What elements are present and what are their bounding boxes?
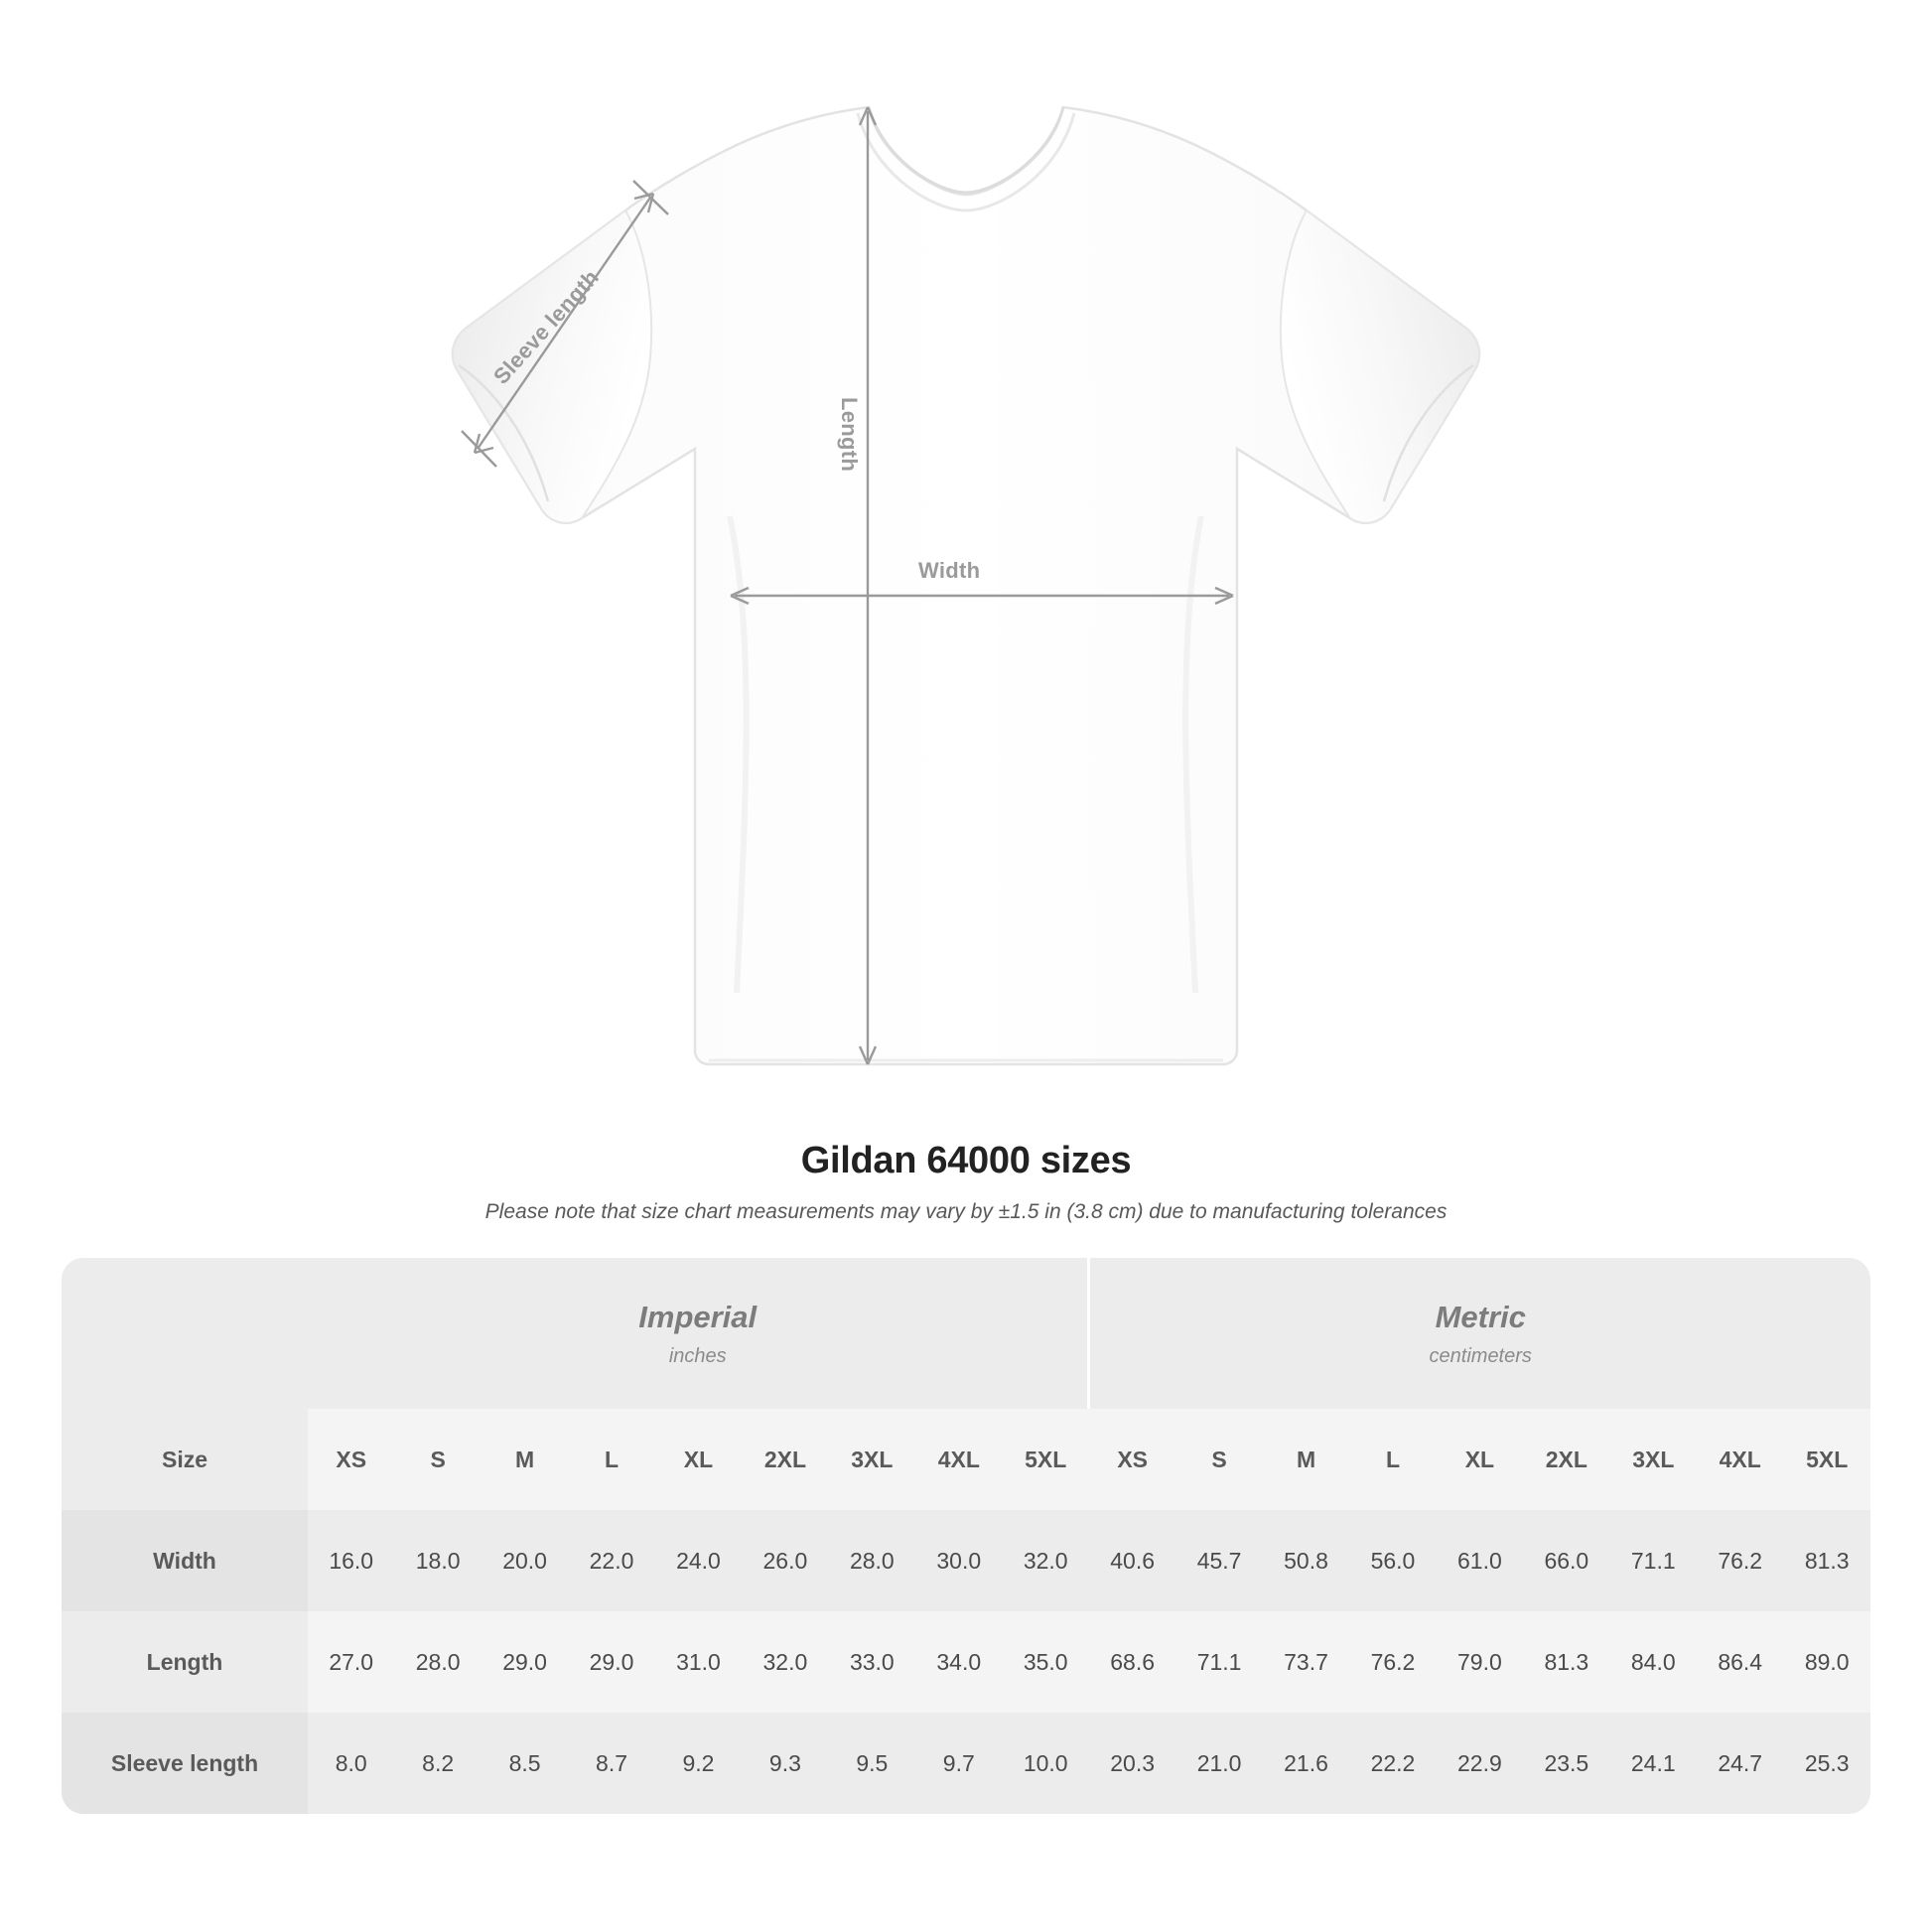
measurement-cell: 45.7: [1175, 1510, 1262, 1611]
page-title: Gildan 64000 sizes: [800, 1140, 1132, 1181]
measurement-cell: 8.0: [308, 1713, 394, 1814]
size-column-header: 3XL: [1610, 1409, 1697, 1510]
size-column-header: 3XL: [829, 1409, 915, 1510]
measurement-cell: 35.0: [1003, 1611, 1089, 1713]
size-column-header: XL: [655, 1409, 742, 1510]
title-block: [0, 1140, 1932, 1224]
measurement-cell: 10.0: [1003, 1713, 1089, 1814]
measurement-cell: 84.0: [1610, 1611, 1697, 1713]
size-table-wrapper: [62, 1258, 1870, 1814]
measurement-cell: 34.0: [915, 1611, 1002, 1713]
measurement-cell: 71.1: [1610, 1510, 1697, 1611]
size-column-header: 5XL: [1783, 1409, 1870, 1510]
measurement-cell: 32.0: [742, 1611, 828, 1713]
measurement-cell: 86.4: [1697, 1611, 1783, 1713]
size-column-header: 4XL: [1697, 1409, 1783, 1510]
measurement-cell: 71.1: [1175, 1611, 1262, 1713]
measurement-cell: 21.6: [1263, 1713, 1349, 1814]
unit-header-spacer: [62, 1258, 308, 1409]
measurement-cell: 79.0: [1437, 1611, 1523, 1713]
measurement-cell: 9.3: [742, 1713, 828, 1814]
measurement-cell: 8.7: [568, 1713, 654, 1814]
measurement-cell: 29.0: [568, 1611, 654, 1713]
size-corner-label: Size: [62, 1409, 308, 1510]
table-row: [62, 1611, 1870, 1713]
measurement-cell: 33.0: [829, 1611, 915, 1713]
size-column-header: S: [1175, 1409, 1262, 1510]
measurement-cell: 89.0: [1783, 1611, 1870, 1713]
unit-header-metric: [1089, 1258, 1870, 1409]
measurement-cell: 20.3: [1089, 1713, 1175, 1814]
size-column-header: 5XL: [1003, 1409, 1089, 1510]
measurement-cell: 21.0: [1175, 1713, 1262, 1814]
tolerance-note: Please note that size chart measurements may vary by ±1.5 in (3.8 cm) due to manufacturing tolerances: [484, 1200, 1448, 1223]
measurement-cell: 22.9: [1437, 1713, 1523, 1814]
measurement-cell: 22.2: [1349, 1713, 1436, 1814]
size-column-header: L: [1349, 1409, 1436, 1510]
measurement-cell: 31.0: [655, 1611, 742, 1713]
measurement-cell: 22.0: [568, 1510, 654, 1611]
length-dimension-label: Length: [837, 397, 862, 473]
width-dimension-label: Width: [918, 558, 981, 583]
measurement-cell: 24.7: [1697, 1713, 1783, 1814]
measurement-cell: 24.1: [1610, 1713, 1697, 1814]
measurement-cell: 28.0: [394, 1611, 481, 1713]
measurement-cell: 81.3: [1523, 1611, 1609, 1713]
table-row: [62, 1713, 1870, 1814]
measurement-cell: 20.0: [482, 1510, 568, 1611]
measurement-cell: 16.0: [308, 1510, 394, 1611]
unit-header-imperial: [308, 1258, 1089, 1409]
size-column-header: M: [1263, 1409, 1349, 1510]
size-column-header: S: [394, 1409, 481, 1510]
measurement-cell: 76.2: [1697, 1510, 1783, 1611]
unit-header-row: [62, 1258, 1870, 1409]
size-column-header: XS: [1089, 1409, 1175, 1510]
measurement-cell: 23.5: [1523, 1713, 1609, 1814]
measurement-cell: 32.0: [1003, 1510, 1089, 1611]
measurement-cell: 76.2: [1349, 1611, 1436, 1713]
size-table: [62, 1258, 1870, 1814]
unit-subtitle: centimeters: [1429, 1344, 1532, 1367]
size-column-header: 2XL: [742, 1409, 828, 1510]
measurement-cell: 9.2: [655, 1713, 742, 1814]
measurement-cell: 50.8: [1263, 1510, 1349, 1611]
measurement-cell: 27.0: [308, 1611, 394, 1713]
size-column-header: M: [482, 1409, 568, 1510]
measurement-cell: 24.0: [655, 1510, 742, 1611]
measurement-cell: 66.0: [1523, 1510, 1609, 1611]
measurement-cell: 25.3: [1783, 1713, 1870, 1814]
measurement-cell: 9.7: [915, 1713, 1002, 1814]
measurement-cell: 8.2: [394, 1713, 481, 1814]
measurement-cell: 56.0: [1349, 1510, 1436, 1611]
measurement-cell: 61.0: [1437, 1510, 1523, 1611]
size-column-header: XS: [308, 1409, 394, 1510]
measurement-cell: 28.0: [829, 1510, 915, 1611]
measurement-cell: 8.5: [482, 1713, 568, 1814]
measurement-cell: 81.3: [1783, 1510, 1870, 1611]
measurement-cell: 30.0: [915, 1510, 1002, 1611]
unit-name: Metric: [1435, 1299, 1526, 1334]
sleeve-length-dimension-label: Sleeve length: [488, 264, 605, 389]
unit-subtitle: inches: [668, 1344, 727, 1367]
measurement-cell: 26.0: [742, 1510, 828, 1611]
size-column-header: 4XL: [915, 1409, 1002, 1510]
size-column-header: L: [568, 1409, 654, 1510]
row-label: Width: [62, 1510, 308, 1611]
row-label: Length: [62, 1611, 308, 1713]
size-header-row: [62, 1409, 1870, 1510]
row-label: Sleeve length: [62, 1713, 308, 1814]
measurement-cell: 40.6: [1089, 1510, 1175, 1611]
table-row: [62, 1510, 1870, 1611]
measurement-cell: 9.5: [829, 1713, 915, 1814]
unit-name: Imperial: [638, 1299, 758, 1334]
size-column-header: 2XL: [1523, 1409, 1609, 1510]
measurement-cell: 29.0: [482, 1611, 568, 1713]
size-column-header: XL: [1437, 1409, 1523, 1510]
measurement-cell: 18.0: [394, 1510, 481, 1611]
measurement-cell: 73.7: [1263, 1611, 1349, 1713]
measurement-cell: 68.6: [1089, 1611, 1175, 1713]
